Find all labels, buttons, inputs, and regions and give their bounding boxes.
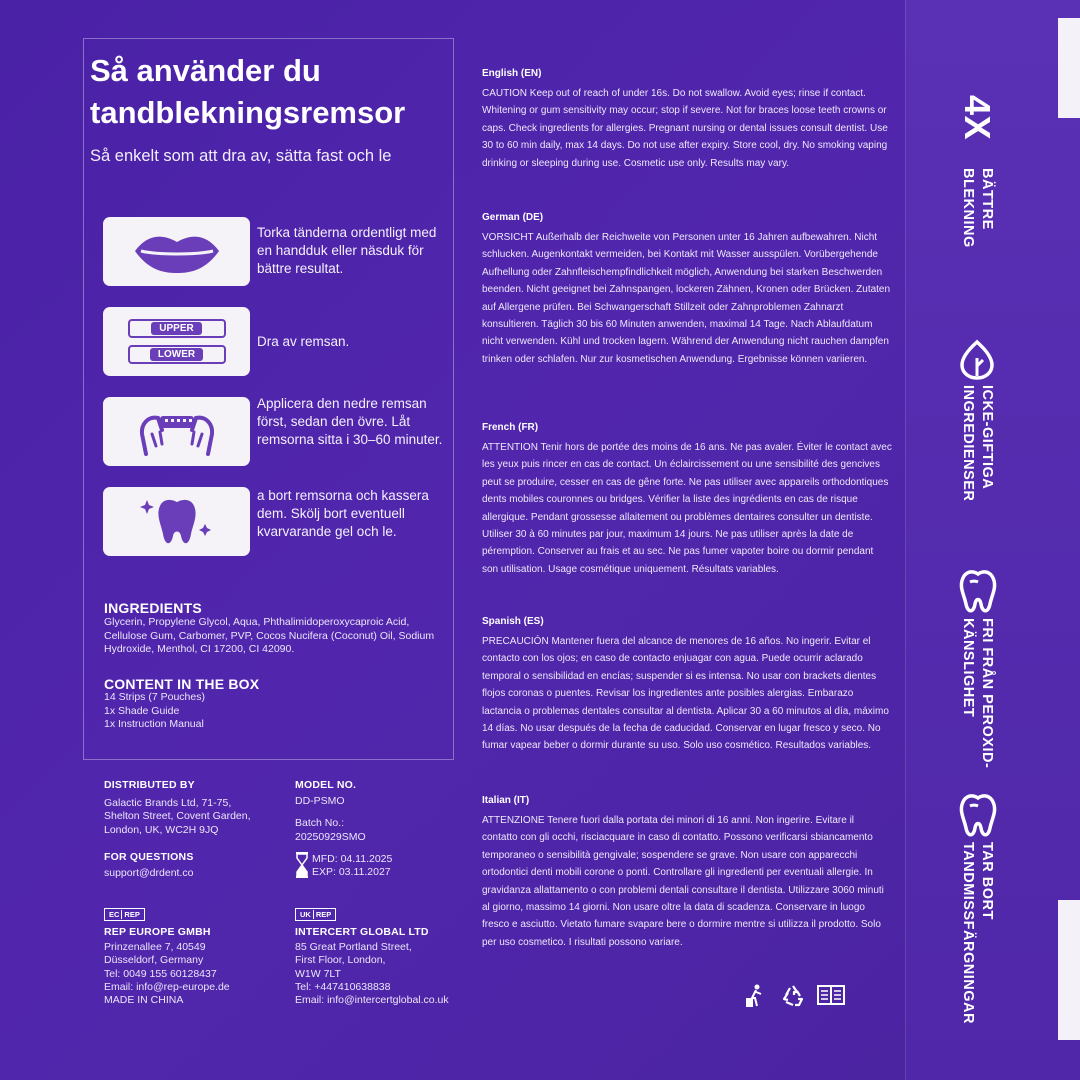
page-title (90, 50, 460, 134)
step-3-text: Applicera den nedre remsan först, sedan den övre. Låt remsorna sitta i 30–60 minuter. (257, 396, 443, 447)
uk-rep-badge: UK REP (295, 908, 336, 921)
warning-de: German (DE) VORSICHT Außerhalb der Reichweite von Personen unter 16 Jahren aufbewahren. Nicht schlucken. Augenkontakt vermeiden, bei Kontakt mit Wasser ausspülen. Vorübergehende Aufhellung oder Zahnfleischempfindlichkeit möglich, Anwendung bei starken Beschwerden beenden. Nicht geeignet bei Zahnspangen, lockeren Zähnen, Kronen oder Brücken. Zutaten auf Allergene prüfen. Bei Schwangerschaft Stillzeit oder Zahnproblemen Zahnarzt konsultieren. Täglich 30 bis 60 Minuten anwenden, maximal 14 Tage. Nach Ablaufdatum nicht verwenden. Kühl und trocken lagern. Während der Anwendung nicht rauchen dampfen trinken oder schlafen. Nur zur kosmetischen Anwendung. Ergebnisse können variieren. (482, 212, 891, 365)
warning-it: Italian (IT) ATTENZIONE Tenere fuori dalla portata dei minori di 16 anni. Non ingerire. Evitare il contatto con gli occhi, risciacquare in caso di contatto. Possono verificarsi sbiancamento temporaneo o sensibilità gengivale; sospendere se grave. Non usare con apparecchi ortodontici denti mobili corone o ponti. Controllare gli ingredienti per eventuali allergie. In gravidanza allattamento o con problemi dentali consultare il dentista. Utilizzare 3060 minuti al giorno, massimo 14 giorni. Non usare oltre la data di scadenza. Conservare in luogo fresco e asciutto. Vietato fumare svapare bere o dormire mentre si utilizza il prodotto. Solo per uso cosmetico. I risultati possono variare. (482, 795, 884, 948)
sparkling-tooth-icon (137, 494, 217, 550)
warning-en: English (EN) CAUTION Keep out of reach of under 16s. Do not swallow. Avoid eyes; rinse if contact. Whitening or gum sensitivity may occur; stop if severe. Not for braces loose teeth crowns or caps. Check ingredients for allergies. Pregnant nursing or dental issues consult dentist. Use 30 to 60 min daily, max 14 days. Do not use after expiry. Store cool, dry. No smoking vaping drinking or sleeping during use. Cosmetic use only. Results may vary. (482, 68, 888, 169)
step-4-card (103, 487, 250, 556)
step-2-card (103, 307, 250, 376)
ec-rep-badge: EC REP (104, 908, 145, 921)
benefit-nontoxic-text: ICKE-GIFTIGA INGREDIENSER (960, 385, 995, 502)
upper-strip-label: UPPER (128, 319, 226, 338)
benefit-stains-text: TAR BORT TANDMISSFÄRGNINGAR (960, 842, 995, 1024)
box-item: 1x Instruction Manual (104, 718, 204, 730)
lower-strip-label: LOWER (128, 345, 226, 364)
expiry-date: EXP: 03.11.2027 (312, 866, 391, 878)
ec-rep-name: REP EUROPE GMBH (104, 926, 211, 938)
model-heading: MODEL NO. (295, 779, 357, 791)
box-item: 14 Strips (7 Pouches) (104, 691, 205, 703)
benefit-peroxide-text: FRI FRÅN PEROXID- KÄNSLIGHET (960, 618, 995, 769)
step-1-card (103, 217, 250, 286)
recycle-icon (781, 984, 805, 1008)
edge-strip-top (1058, 18, 1080, 118)
title-line-2: tandblekningsremsor (90, 95, 406, 130)
benefit-whitening-text: BÄTTRE BLEKNING (960, 168, 995, 248)
leaf-drop-icon (956, 338, 998, 380)
hourglass-icon (295, 852, 309, 878)
warning-fr: French (FR) ATTENTION Tenir hors de portée des moins de 16 ans. Ne pas avaler. Éviter le contact avec les yeux puis rincer en cas de contact. Un éclaircissement ou une sensibilité des gencives peut se produire, cesser en cas de gêne forte. Ne pas utiliser avec appareils orthodontiques dents mobiles couronnes ou bridges. Vérifier la liste des ingrédients en cas de risque allergique. Pendant grossesse allaitement ou problèmes dentaires consulter un dentiste. Utiliser 30 à 60 minutes par jour, maximum 14 jours. Ne pas utiliser après la date de péremption. Conserver au frais et au sec. Ne pas fumer vapoter boire ou dormir pendant son utilisation. Usage cosmétique uniquement. Résultats variables. (482, 422, 892, 575)
strips-icon (128, 319, 226, 364)
step-3-card (103, 397, 250, 466)
tooth-outline-icon (956, 568, 1000, 614)
uk-rep-address: 85 Great Portland Street, First Floor, London, W1W 7LT Tel: +447410638838 Email: info@intercertglobal.co.uk (295, 941, 449, 1007)
read-instructions-icon (817, 984, 845, 1006)
support-email[interactable]: support@drdent.co (104, 867, 194, 879)
benefit-whitening-big: 4X (957, 95, 998, 141)
batch-label: Batch No.: (295, 817, 345, 829)
manufacture-date: MFD: 04.11.2025 (312, 853, 393, 865)
ingredients-heading: INGREDIENTS (104, 600, 202, 616)
box-contents-list (104, 691, 404, 732)
uk-rep-name: INTERCERT GLOBAL LTD (295, 926, 429, 938)
edge-strip-bottom (1058, 900, 1080, 1040)
step-1-text: Torka tänderna ordentligt med en handduk eller näsduk för bättre resultat. (257, 225, 437, 276)
tidyman-disposal-icon (744, 984, 766, 1008)
lips-icon (131, 229, 223, 275)
tooth-outline-icon (956, 792, 1000, 838)
step-4-text: a bort remsorna och kassera dem. Skölj bort eventuell kvarvarande gel och le. (257, 488, 429, 539)
title-line-1: Så använder du (90, 53, 321, 88)
distributor-address: Galactic Brands Ltd, 71-75, Shelton Street, Covent Garden, London, UK, WC2H 9JQ (104, 797, 251, 836)
box-contents-heading: CONTENT IN THE BOX (104, 676, 260, 692)
warning-es: Spanish (ES) PRECAUCIÓN Mantener fuera del alcance de menores de 16 años. No ingerir. Evitar el contacto con los ojos; en caso de contacto enjuagar con agua. Puede ocurrir aclarado temporal o sensibilidad en encías; suspender si es intensa. No usar con brackets dientes flojos coronas o puentes. Revisar los ingredientes ante posibles alergias. Embarazo lactancia o problemas dentales consultar al dentista. Aplicar 30 a 60 minutos al día, máximo 14 días. No usar después de la fecha de caducidad. Conservar en lugar fresco y seco. No fumar vapear beber o dormir durante su uso. Solo uso cosmético. Resultados variables. (482, 616, 889, 752)
questions-heading: FOR QUESTIONS (104, 851, 194, 863)
hands-applying-strip-icon (132, 404, 222, 460)
instructions-subtitle: Så enkelt som att dra av, sätta fast och le (90, 147, 392, 165)
batch-number: 20250929SMO (295, 831, 366, 843)
ec-rep-address: Prinzenallee 7, 40549 Düsseldorf, Germany Tel: 0049 155 60128437 Email: info@rep-europe.de MADE IN CHINA (104, 941, 230, 1007)
distributor-heading: DISTRIBUTED BY (104, 779, 195, 791)
box-item: 1x Shade Guide (104, 704, 180, 717)
model-number: DD-PSMO (295, 795, 345, 807)
ingredients-text: Glycerin, Propylene Glycol, Aqua, Phthalimidoperoxycaproic Acid, Cellulose Gum, Carbomer, PVP, Cocos Nucifera (Coconut) Oil, Sodium Hydroxide, Menthol, CI 17200, CI 42090. (104, 616, 435, 655)
step-2-text: Dra av remsan. (257, 334, 350, 349)
